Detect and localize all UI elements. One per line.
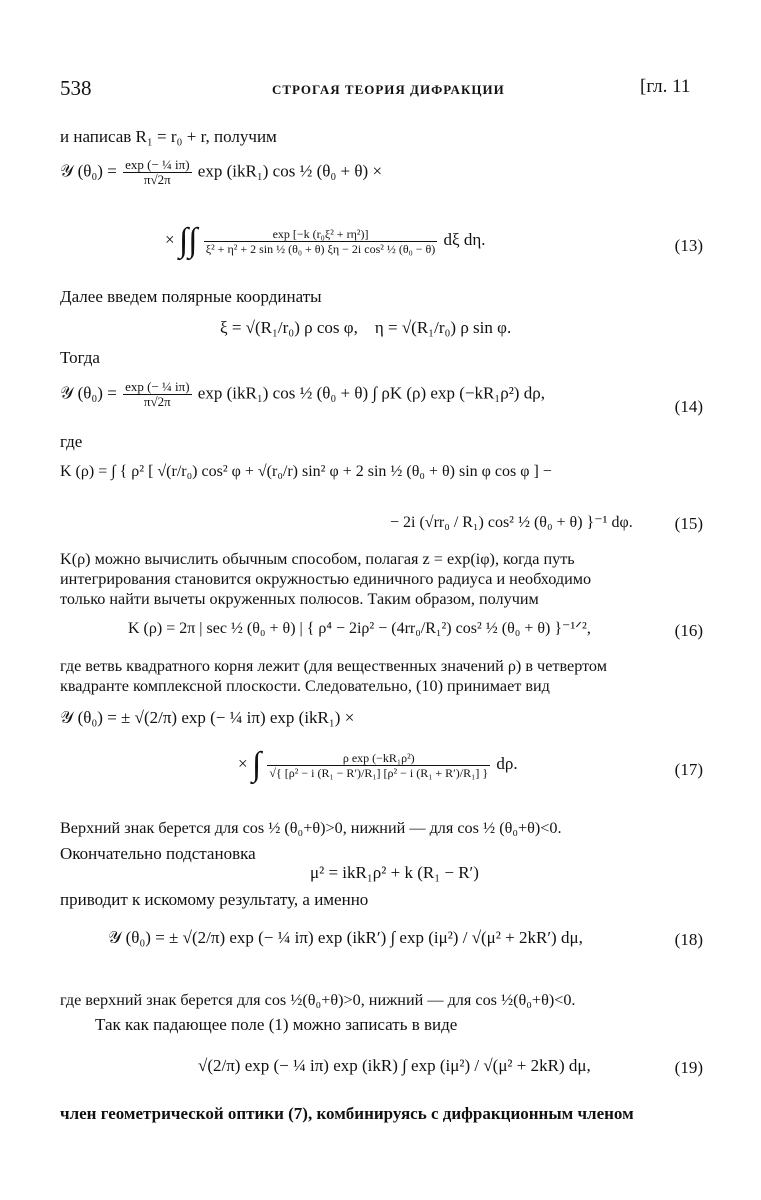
equation-18: 𝒴 (θ₀) = ± √(2/π) exp (− ¼ iπ) exp (ikR′) ∫ exp (iμ²) / √(μ² + 2kR′) dμ,: [108, 928, 583, 947]
mu-substitution: μ² = ikR₁ρ² + k (R₁ − R′): [310, 863, 479, 882]
equation-number: (16): [674, 621, 703, 640]
text-line: где: [60, 432, 83, 451]
text-line: где ветвь квадратного корня лежит (для вещественных значений ρ) в четвертом: [60, 657, 607, 675]
psi-symbol: 𝒴 (θ₀) =: [60, 161, 117, 181]
equation-number: (19): [674, 1058, 703, 1077]
chapter-label: [гл. 11: [640, 76, 691, 97]
equation-number: (13): [674, 236, 703, 255]
equation-15-line2: − 2i (√rr₀ / R₁) cos² ½ (θ₀ + θ) }⁻¹ dφ.: [390, 514, 633, 531]
polar-coordinates: ξ = √(R₁/r₀) ρ cos φ, η = √(R₁/r₀) ρ sin φ.: [220, 318, 512, 337]
text-line: Так как падающее поле (1) можно записать в виде: [95, 1015, 458, 1034]
fraction: $\frac{\text{exp (− ¼ iπ)}}{\pi√2\pi}$: [125, 379, 190, 409]
text-line: K(ρ) можно вычислить обычным способом, полагая z = exp(iφ), когда путь: [60, 550, 575, 568]
text-line: Далее введем полярные координаты: [60, 287, 322, 306]
fraction: $\frac{\text{exp [−k (r₀ξ² + rη²)]}}{\text{ξ² + η² + 2 sin ½ (θ₀ + θ) ξη − 2i cos² ½ (θ₀ − θ)}}$: [205, 226, 436, 256]
fraction: $\frac{\text{ρ exp (−kR₁ρ²)}}{\text{√\{ [ρ² − i (R₁ − R′)/R₁] [ρ² − i (R₁ + R′)/R₁] \}}}$: [269, 750, 489, 780]
equation-19: √(2/π) exp (− ¼ iπ) exp (ikR) ∫ exp (iμ²) / √(μ² + 2kR) dμ,: [198, 1056, 591, 1075]
text-line: только найти вычеты окруженных полюсов. Таким образом, получим: [60, 590, 539, 608]
equation-number: (15): [674, 514, 703, 533]
equation-17-line1: 𝒴 (θ₀) = ± √(2/π) exp (− ¼ iπ) exp (ikR₁) ×: [60, 708, 355, 727]
integral-sign: ∫: [251, 746, 262, 783]
running-title: СТРОГАЯ ТЕОРИЯ ДИФРАКЦИИ: [272, 82, 505, 97]
text-line: член геометрической оптики (7), комбинируясь с дифракционным членом: [60, 1104, 634, 1123]
equation-14: 𝒴 (θ₀) = $\frac{\text{exp (− ¼ iπ)}}{\pi√2\pi}$ exp (ikR₁) cos ½ (θ₀ + θ) ∫ ρK (ρ) exp (−kR₁ρ²) dρ,: [60, 379, 545, 409]
text-line: интегрирования становится окружностью единичного радиуса и необходимо: [60, 570, 592, 588]
equation-13-line2: × ∫∫ $\frac{\text{exp [−k (r₀ξ² + rη²)]}}{\text{ξ² + η² + 2 sin ½ (θ₀ + θ) ξη − 2i cos² ½ (θ₀ − θ)}}$ dξ dη.: [165, 222, 486, 259]
text-line: Тогда: [60, 348, 100, 367]
equation-number: (18): [674, 930, 703, 949]
fraction: $\frac{\text{exp (− ¼ iπ)}}{\pi√2\pi}$: [125, 157, 190, 187]
equation-16: K (ρ) = 2π | sec ½ (θ₀ + θ) | { ρ⁴ − 2iρ² − (4rr₀/R₁²) cos² ½ (θ₀ + θ) }⁻¹ᐟ²,: [128, 620, 591, 637]
equation-number: (14): [674, 397, 703, 416]
equation-number: (17): [674, 760, 703, 779]
text-line: квадранте комплексной плоскости. Следовательно, (10) принимает вид: [60, 677, 550, 695]
text-line: Окончательно подстановка: [60, 844, 256, 863]
text-line: и написав R₁ = r₀ + r, получим: [60, 127, 277, 146]
page-number: 538: [60, 76, 92, 100]
text-line: Верхний знак берется для cos ½ (θ₀+θ)>0, нижний — для cos ½ (θ₀+θ)<0.: [60, 819, 562, 837]
equation-17-line2: × ∫ $\frac{\text{ρ exp (−kR₁ρ²)}}{\text{√\{ [ρ² − i (R₁ − R′)/R₁] [ρ² − i (R₁ + R′)/R₁] \}}}$ dρ.: [238, 746, 518, 783]
equation-13-line1: 𝒴 (θ₀) = $\frac{\text{exp (− ¼ iπ)}}{\pi√2\pi}$ exp (ikR₁) cos ½ (θ₀ + θ) ×: [60, 157, 383, 187]
text-line: где верхний знак берется для cos ½(θ₀+θ)>0, нижний — для cos ½(θ₀+θ)<0.: [60, 991, 576, 1009]
double-integral-sign: ∫∫: [178, 222, 198, 259]
equation-15-line1: K (ρ) = ∫ { ρ² [ √(r/r₀) cos² φ + √(r₀/r) sin² φ + 2 sin ½ (θ₀ + θ) sin φ cos φ ] −: [60, 463, 552, 480]
text-line: приводит к искомому результату, а именно: [60, 890, 369, 909]
